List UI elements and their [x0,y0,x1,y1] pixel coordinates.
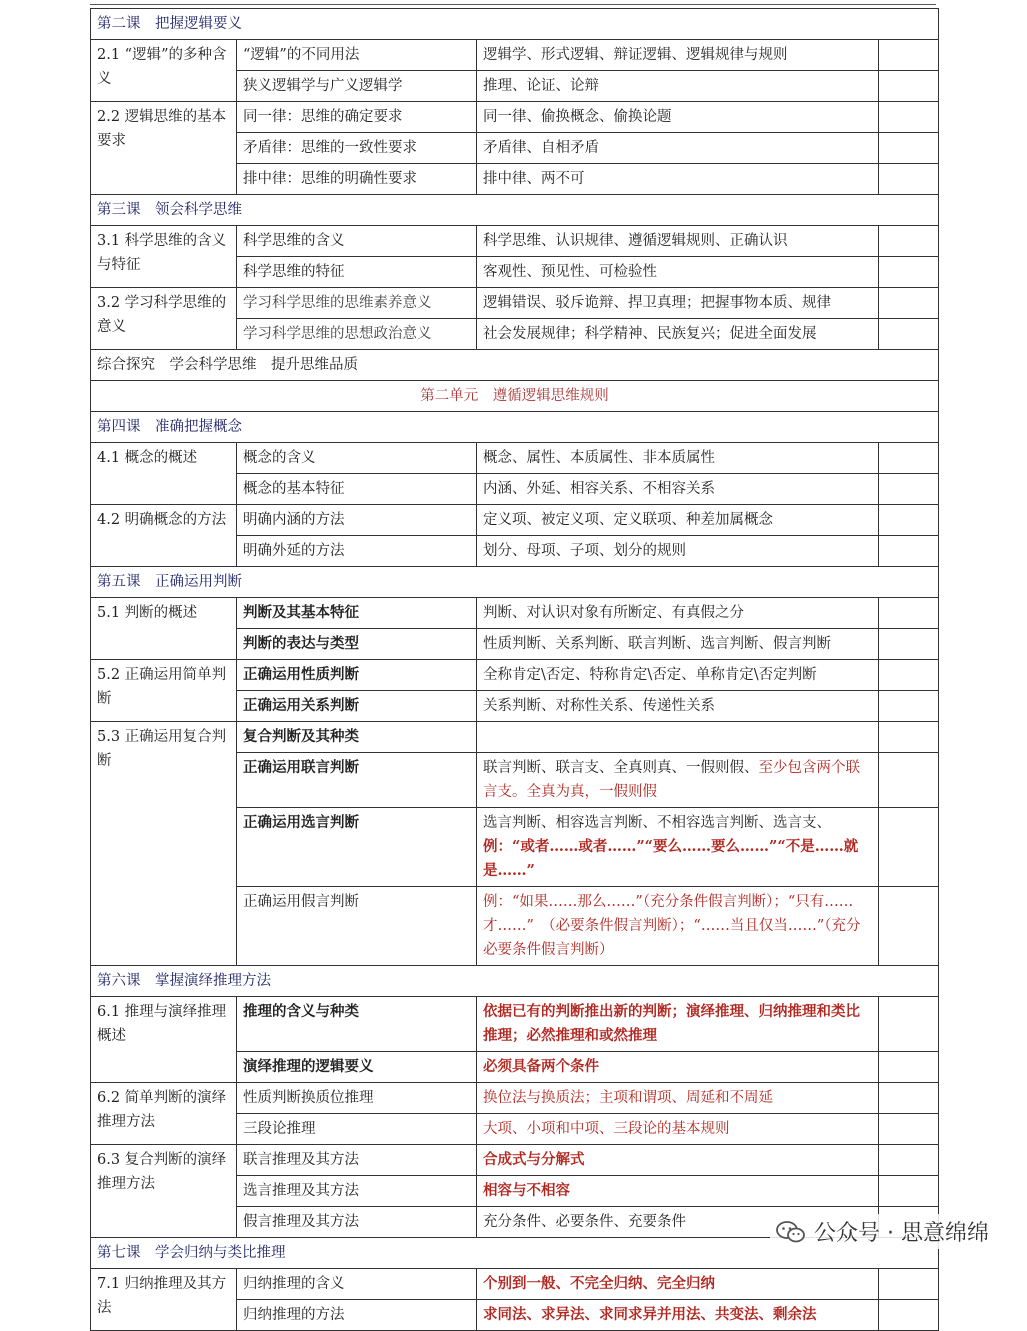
section-cell: 4.2 明确概念的方法 [91,505,237,567]
topic-cell: 学习科学思维的思想政治意义 [237,319,477,350]
keyword-note: 至少包含两个联言支。全真为真，一假则假 [483,760,860,800]
table-row [91,997,939,1052]
lesson-title: 第四课 准确把握概念 [91,412,939,443]
topic-cell: 选言推理及其方法 [237,1176,477,1207]
keyword-cell: 推理、论证、论辩 [477,71,879,102]
topic-cell: 正确运用联言判断 [237,753,477,808]
topic-cell: 复合判断及其种类 [237,722,477,753]
blank-cell [879,1083,939,1114]
topic-cell: 概念的含义 [237,443,477,474]
table-row [91,40,939,71]
lesson-header-row [91,412,939,443]
keyword-cell [477,808,879,887]
table-row [91,1145,939,1176]
section-cell: 2.2 逻辑思维的基本要求 [91,102,237,195]
keyword-cell: 依据已有的判断推出新的判断；演绎推理、归纳推理和类比推理；必然推理和或然推理 [477,997,879,1052]
keyword-cell: 划分、母项、子项、划分的规则 [477,536,879,567]
lesson-header-row [91,567,939,598]
section-cell: 3.1 科学思维的含义与特征 [91,226,237,288]
blank-cell [879,1114,939,1145]
blank-cell [879,226,939,257]
keyword-cell: 概念、属性、本质属性、非本质属性 [477,443,879,474]
keyword-cell: 科学思维、认识规律、遵循逻辑规则、正确认识 [477,226,879,257]
topic-cell: 正确运用性质判断 [237,660,477,691]
keyword-cell: 求同法、求异法、求同求异并用法、共变法、剩余法 [477,1300,879,1331]
topic-cell: 推理的含义与种类 [237,997,477,1052]
keyword-cell: 大项、小项和中项、三段论的基本规则 [477,1114,879,1145]
keyword-cell: 关系判断、对称性关系、传递性关系 [477,691,879,722]
table-row [91,288,939,319]
blank-cell [879,319,939,350]
keyword-text: 联言判断、联言支、全真则真、一假则假、 [483,760,759,776]
keyword-cell: 合成式与分解式 [477,1145,879,1176]
blank-cell [879,808,939,887]
topic-cell: 归纳推理的方法 [237,1300,477,1331]
blank-cell [879,102,939,133]
topic-cell: 正确运用关系判断 [237,691,477,722]
keyword-cell: 充分条件、必要条件、充要条件 [477,1207,879,1238]
blank-cell [879,691,939,722]
blank-cell [879,1300,939,1331]
blank-cell [879,443,939,474]
section-cell: 6.1 推理与演绎推理概述 [91,997,237,1083]
blank-cell [879,887,939,966]
section-cell: 2.1 “逻辑”的多种含义 [91,40,237,102]
topic-cell: 矛盾律：思维的一致性要求 [237,133,477,164]
blank-cell [879,257,939,288]
table-row [91,102,939,133]
keyword-cell: 客观性、预见性、可检验性 [477,257,879,288]
topic-cell: 科学思维的特征 [237,257,477,288]
table-row [91,505,939,536]
section-cell: 7.1 归纳推理及其方法 [91,1269,237,1331]
lesson-header-row [91,966,939,997]
section-cell: 5.2 正确运用简单判断 [91,660,237,722]
blank-cell [879,1145,939,1176]
blank-cell [879,288,939,319]
blank-cell [879,722,939,753]
table-row [91,443,939,474]
keyword-cell: 逻辑错误、驳斥诡辩、捍卫真理；把握事物本质、规律 [477,288,879,319]
topic-cell: 科学思维的含义 [237,226,477,257]
topic-cell: 明确内涵的方法 [237,505,477,536]
keyword-cell: 内涵、外延、相容关系、不相容关系 [477,474,879,505]
keyword-cell: 社会发展规律；科学精神、民族复兴；促进全面发展 [477,319,879,350]
topic-cell: 同一律：思维的确定要求 [237,102,477,133]
table-row [91,1083,939,1114]
topic-cell: 假言推理及其方法 [237,1207,477,1238]
table-row [91,660,939,691]
lesson-header-row [91,195,939,226]
keyword-cell: 逻辑学、形式逻辑、辩证逻辑、逻辑规律与规则 [477,40,879,71]
lesson-header-row [91,9,939,40]
table-row [91,722,939,753]
blank-cell [879,133,939,164]
topic-cell: “逻辑”的不同用法 [237,40,477,71]
topic-cell: 明确外延的方法 [237,536,477,567]
wechat-icon [776,1221,806,1243]
unit-title: 第二单元 遵循逻辑思维规则 [91,381,939,412]
topic-cell: 学习科学思维的思维素养意义 [237,288,477,319]
keyword-cell: 矛盾律、自相矛盾 [477,133,879,164]
lesson-title: 第三课 领会科学思维 [91,195,939,226]
keyword-cell [477,753,879,808]
topic-cell: 排中律：思维的明确性要求 [237,164,477,195]
topic-cell: 三段论推理 [237,1114,477,1145]
keyword-note: 例：“或者……或者……”“要么……要么……”“不是……就是……” [483,838,859,879]
section-cell: 5.3 正确运用复合判断 [91,722,237,966]
table-row [91,1269,939,1300]
section-cell: 3.2 学习科学思维的意义 [91,288,237,350]
keyword-cell: 个别到一般、不完全归纳、完全归纳 [477,1269,879,1300]
lesson-title: 第二课 把握逻辑要义 [91,9,939,40]
blank-cell [879,1176,939,1207]
blank-cell [879,40,939,71]
keyword-cell: 换位法与换质法；主项和谓项、周延和不周延 [477,1083,879,1114]
keyword-cell: 性质判断、关系判断、联言判断、选言判断、假言判断 [477,629,879,660]
topic-cell: 演绎推理的逻辑要义 [237,1052,477,1083]
keyword-cell: 必须具备两个条件 [477,1052,879,1083]
topic-cell: 判断及其基本特征 [237,598,477,629]
topic-cell: 正确运用选言判断 [237,808,477,887]
inquiry-title: 综合探究 学会科学思维 提升思维品质 [91,350,939,381]
topic-cell: 概念的基本特征 [237,474,477,505]
blank-cell [879,505,939,536]
section-cell: 5.1 判断的概述 [91,598,237,660]
section-cell: 6.3 复合判断的演绎推理方法 [91,1145,237,1238]
keyword-cell: 相容与不相容 [477,1176,879,1207]
top-rule [90,4,936,5]
keyword-cell: 定义项、被定义项、定义联项、种差加属概念 [477,505,879,536]
section-cell: 4.1 概念的概述 [91,443,237,505]
lesson-title: 第六课 掌握演绎推理方法 [91,966,939,997]
topic-cell: 归纳推理的含义 [237,1269,477,1300]
blank-cell [879,753,939,808]
table-row [91,226,939,257]
keyword-cell: 判断、对认识对象有所断定、有真假之分 [477,598,879,629]
keyword-cell: 例：“如果……那么……”（充分条件假言判断）；“只有……才……” （必要条件假言判断）；“……当且仅当……”（充分必要条件假言判断） [477,887,879,966]
watermark [770,1214,995,1249]
topic-cell: 狭义逻辑学与广义逻辑学 [237,71,477,102]
blank-cell [879,598,939,629]
blank-cell [879,997,939,1052]
table-row [91,598,939,629]
blank-cell [879,71,939,102]
lesson-title: 第五课 正确运用判断 [91,567,939,598]
topic-cell: 判断的表达与类型 [237,629,477,660]
section-cell: 6.2 简单判断的演绎推理方法 [91,1083,237,1145]
topic-cell: 联言推理及其方法 [237,1145,477,1176]
topic-cell: 性质判断换质位推理 [237,1083,477,1114]
keyword-cell: 排中律、两不可 [477,164,879,195]
watermark-text: 公众号 · 思意绵绵 [814,1221,989,1246]
blank-cell [879,629,939,660]
keyword-cell [477,722,879,753]
blank-cell [879,536,939,567]
lesson-header-row [91,350,939,381]
blank-cell [879,1052,939,1083]
blank-cell [879,164,939,195]
topic-cell: 正确运用假言判断 [237,887,477,966]
keyword-text: 选言判断、相容选言判断、不相容选言判断、选言支、 [483,815,831,831]
keyword-cell: 全称肯定\否定、特称肯定\否定、单称肯定\否定判断 [477,660,879,691]
lesson-title: 第七课 学会归纳与类比推理 [91,1238,939,1269]
blank-cell [879,1269,939,1300]
unit-header-row [91,381,939,412]
blank-cell [879,474,939,505]
blank-cell [879,660,939,691]
keyword-cell: 同一律、偷换概念、偷换论题 [477,102,879,133]
outline-table [90,8,939,1331]
